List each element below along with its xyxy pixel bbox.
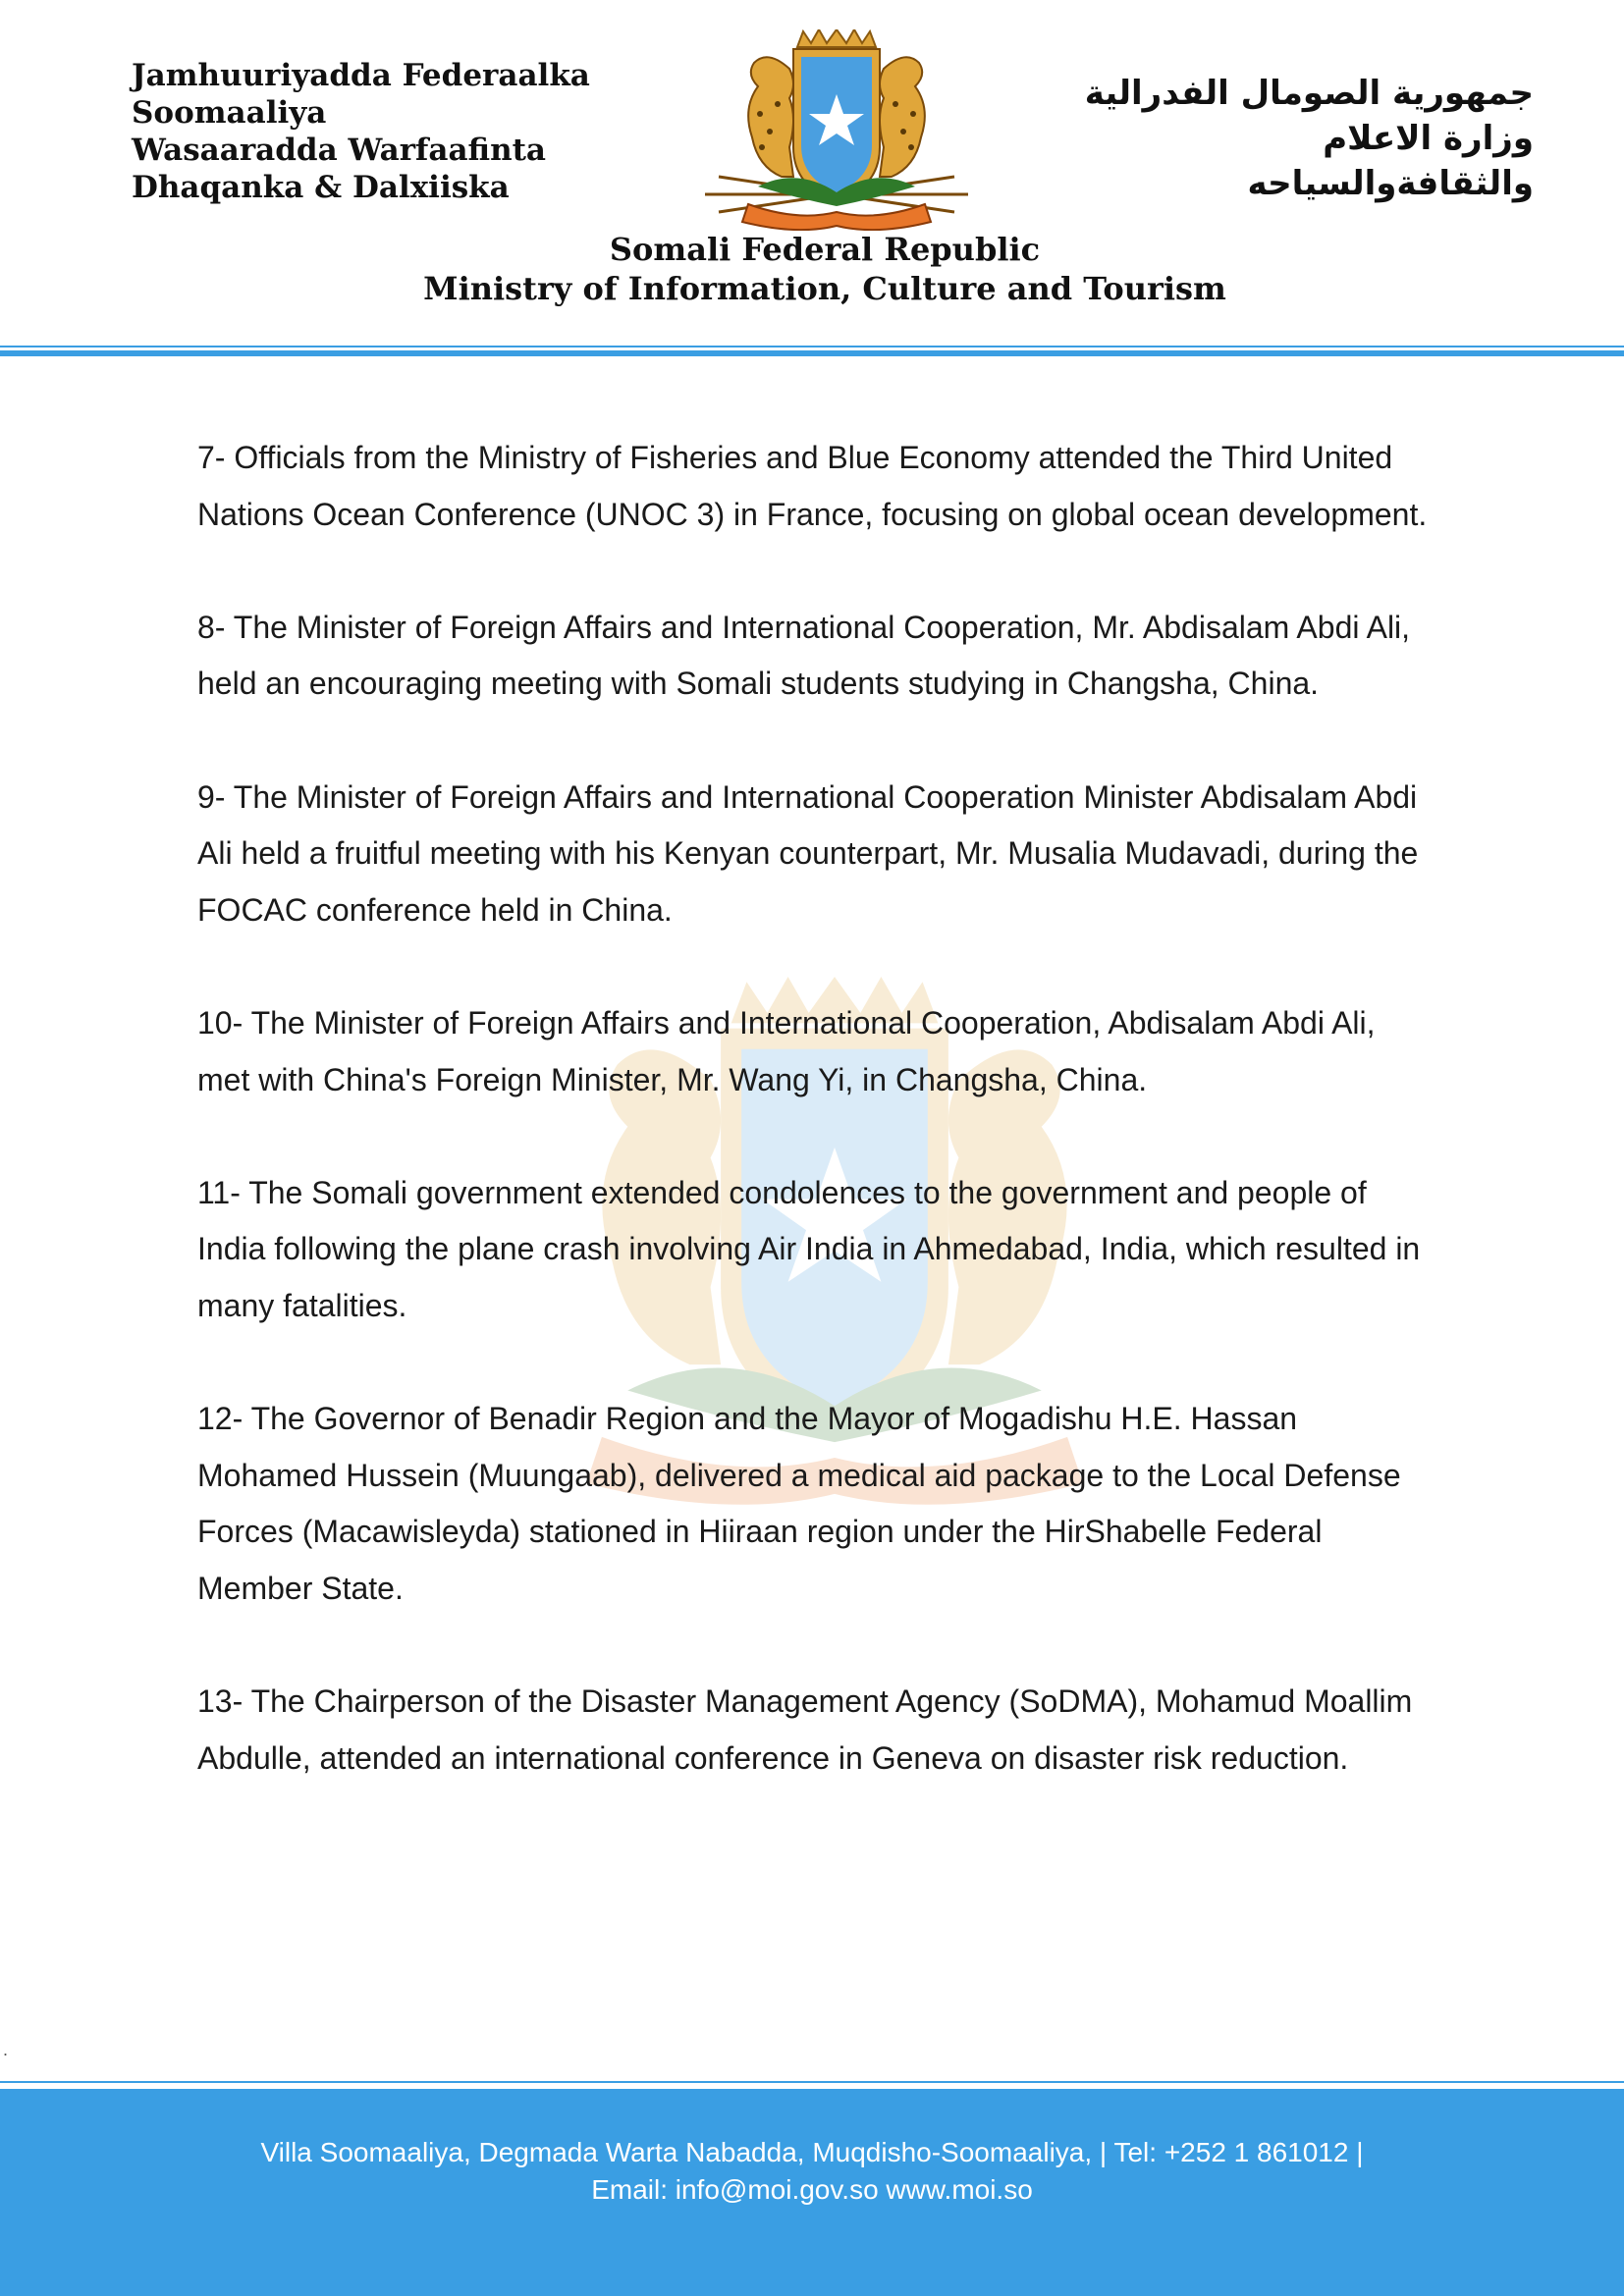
header-arabic-line: وزارة الاعلام bbox=[1323, 119, 1534, 158]
stray-mark: . bbox=[3, 2040, 9, 2059]
header-arabic-text bbox=[1023, 71, 1534, 206]
news-items-list bbox=[197, 430, 1435, 1843]
header-republic-name: Somali Federal Republic bbox=[609, 231, 1041, 268]
header-divider-thin bbox=[0, 346, 1624, 347]
footer-divider bbox=[0, 2081, 1624, 2083]
header-arabic-line: جمهورية الصومال الفدرالية bbox=[1084, 74, 1534, 113]
list-item: 13- The Chairperson of the Disaster Management Agency (SoDMA), Mohamud Moallim Abdulle, attended an international conference in Geneva on disaster risk reduction. bbox=[197, 1683, 1413, 1776]
header-arabic-line: والثقافةوالسياحه bbox=[1247, 164, 1534, 203]
header-somali-line: Wasaaradda Warfaafinta bbox=[132, 133, 547, 168]
list-item: 9- The Minister of Foreign Affairs and International Cooperation Minister Abdisalam Abdi Ali held a fruitful meeting with his Kenyan counterpart, Mr. Musalia Mudavadi, during the FOCAC conference held in China. bbox=[197, 778, 1419, 928]
list-item: 7- Officials from the Ministry of Fisheries and Blue Economy attended the Third United Nations Ocean Conference (UNOC 3) in France, focusing on global ocean development. bbox=[197, 440, 1428, 532]
header-ministry-name: Ministry of Information, Culture and Tourism bbox=[423, 270, 1226, 307]
footer-contact bbox=[0, 2134, 1624, 2209]
footer-email-web: Email: info@moi.gov.so www.moi.so bbox=[591, 2174, 1033, 2205]
footer-address: Villa Soomaaliya, Degmada Warta Nabadda, Muqdisho-Soomaaliya, | Tel: +252 1 861012 | bbox=[260, 2137, 1364, 2167]
list-item: 11- The Somali government extended condolences to the government and people of India following the plane crash involving Air India in Ahmedabad, India, which resulted in many fatalities. bbox=[197, 1174, 1421, 1323]
list-item: 10- The Minister of Foreign Affairs and International Cooperation, Abdisalam Abdi Ali, met with China's Foreign Minister, Mr. Wang Yi, in Changsha, China. bbox=[197, 1004, 1376, 1097]
header-somali-line: Dhaqanka & Dalxiiska bbox=[132, 170, 510, 205]
header-somali-line: Soomaaliya bbox=[132, 95, 327, 131]
list-item: 12- The Governor of Benadir Region and the Mayor of Mogadishu H.E. Hassan Mohamed Hussein (Muungaab), delivered a medical aid package to the Local Defense Forces (Macawisleyda) stationed in Hiiraan region under the HirShabelle Federal Member State. bbox=[197, 1401, 1401, 1606]
somalia-coat-of-arms-icon bbox=[699, 29, 974, 231]
header-somali-text bbox=[132, 57, 642, 206]
header-divider-thick bbox=[0, 350, 1624, 356]
header-english-title bbox=[0, 230, 1624, 308]
header-somali-line: Jamhuuriyadda Federaalka bbox=[132, 58, 590, 93]
list-item: 8- The Minister of Foreign Affairs and International Cooperation, Mr. Abdisalam Abdi Ali, held an encouraging meeting with Somali students studying in Changsha, China. bbox=[197, 609, 1411, 702]
